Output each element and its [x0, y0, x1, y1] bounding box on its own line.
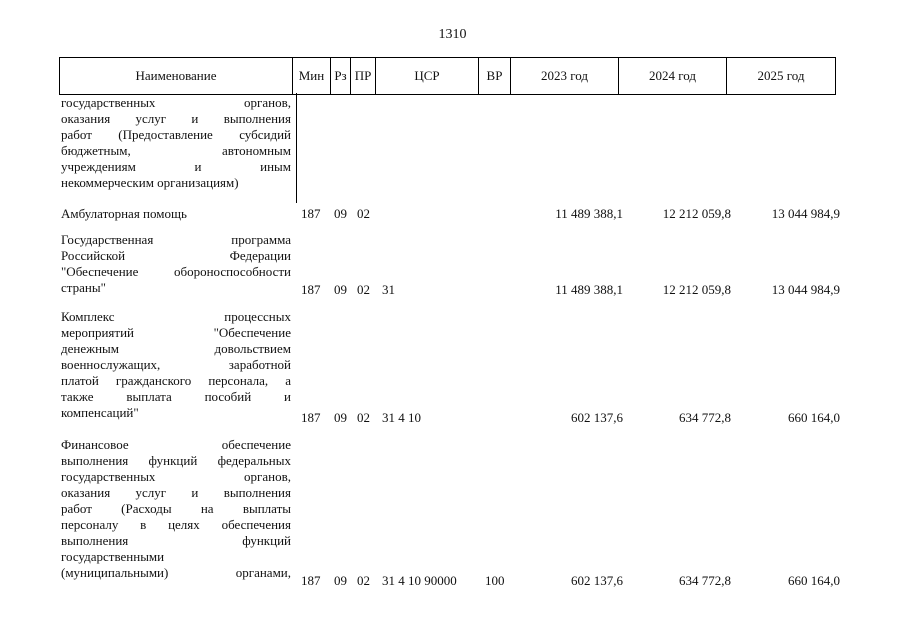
row-2-line-3: страны" — [61, 280, 106, 295]
header-min: Мин — [293, 58, 331, 94]
row-4-line-7: государственными — [61, 549, 165, 564]
column-divider-name — [296, 93, 297, 203]
row-3-y2023: 602 137,6 — [571, 410, 623, 425]
row-3-y2025: 660 164,0 — [788, 410, 840, 425]
row-4-pr: 02 — [357, 573, 370, 588]
row-0-line-4: учреждениям и иным — [61, 159, 291, 174]
row-3-pr: 02 — [357, 410, 370, 425]
header-csr: ЦСР — [376, 58, 479, 94]
row-1-y2025: 13 044 984,9 — [771, 206, 840, 221]
row-4-vr: 100 — [485, 573, 505, 588]
row-2-y2025: 13 044 984,9 — [771, 282, 840, 297]
row-4-line-6: выполнения функций — [61, 533, 291, 548]
row-0-line-5: некоммерческим организациям) — [61, 175, 239, 190]
row-4-rz: 09 — [334, 573, 347, 588]
row-3-line-6: компенсаций" — [61, 405, 139, 420]
row-4-min: 187 — [301, 573, 321, 588]
row-4-line-4: работ (Расходы на выплаты — [61, 501, 291, 516]
row-2-rz: 09 — [334, 282, 347, 297]
row-3-line-5: также выплата пособий и — [61, 389, 291, 404]
row-2-y2024: 12 212 059,8 — [662, 282, 731, 297]
row-4-line-8: (муниципальными) органами, — [61, 565, 291, 580]
row-2-pr: 02 — [357, 282, 370, 297]
row-3-line-4: платой гражданского персонала, а — [61, 373, 291, 388]
row-2-line-2: "Обеспечение обороноспособности — [61, 264, 291, 279]
row-2-y2023: 11 489 388,1 — [555, 282, 623, 297]
row-3-line-0: Комплекс процессных — [61, 309, 291, 324]
row-3-line-1: мероприятий "Обеспечение — [61, 325, 291, 340]
header-rz: Рз — [331, 58, 351, 94]
row-1-min: 187 — [301, 206, 321, 221]
header-name: Наименование — [60, 58, 293, 94]
row-1-y2023: 11 489 388,1 — [555, 206, 623, 221]
row-1-line-0: Амбулаторная помощь — [61, 206, 187, 221]
header-2024: 2024 год — [619, 58, 727, 94]
row-1-y2024: 12 212 059,8 — [662, 206, 731, 221]
table-header — [59, 57, 836, 95]
row-4-line-1: выполнения функций федеральных — [61, 453, 291, 468]
row-0-line-1: оказания услуг и выполнения — [61, 111, 291, 126]
row-3-min: 187 — [301, 410, 321, 425]
table-row-2-name — [61, 232, 291, 296]
row-4-line-0: Финансовое обеспечение — [61, 437, 291, 452]
row-4-line-5: персоналу в целях обеспечения — [61, 517, 291, 532]
row-1-pr: 02 — [357, 206, 370, 221]
header-pr: ПР — [351, 58, 376, 94]
row-2-csr: 31 — [382, 282, 395, 297]
row-4-csr: 31 4 10 90000 — [382, 573, 457, 588]
row-4-line-3: оказания услуг и выполнения — [61, 485, 291, 500]
header-2023: 2023 год — [511, 58, 619, 94]
row-2-min: 187 — [301, 282, 321, 297]
table-row-0-name — [61, 95, 291, 191]
row-0-line-2: работ (Предоставление субсидий — [61, 127, 291, 142]
header-2025: 2025 год — [757, 68, 805, 83]
table-row-1-name — [61, 206, 291, 222]
table-row-3-name — [61, 309, 291, 421]
row-3-y2024: 634 772,8 — [679, 410, 731, 425]
row-4-y2024: 634 772,8 — [679, 573, 731, 588]
row-2-line-0: Государственная программа — [61, 232, 291, 247]
row-3-line-3: военнослужащих, заработной — [61, 357, 291, 372]
row-0-line-0: государственных органов, — [61, 95, 291, 110]
table-row-4-name — [61, 437, 291, 581]
row-0-line-3: бюджетным, автономным — [61, 143, 291, 158]
page-number: 1310 — [438, 27, 467, 42]
row-2-line-1: Российской Федерации — [61, 248, 291, 263]
row-4-y2025: 660 164,0 — [788, 573, 840, 588]
row-3-line-2: денежным довольствием — [61, 341, 291, 356]
header-vr: ВР — [479, 58, 511, 94]
row-3-rz: 09 — [334, 410, 347, 425]
row-1-rz: 09 — [334, 206, 347, 221]
row-4-line-2: государственных органов, — [61, 469, 291, 484]
row-4-y2023: 602 137,6 — [571, 573, 623, 588]
row-3-csr: 31 4 10 — [382, 410, 421, 425]
